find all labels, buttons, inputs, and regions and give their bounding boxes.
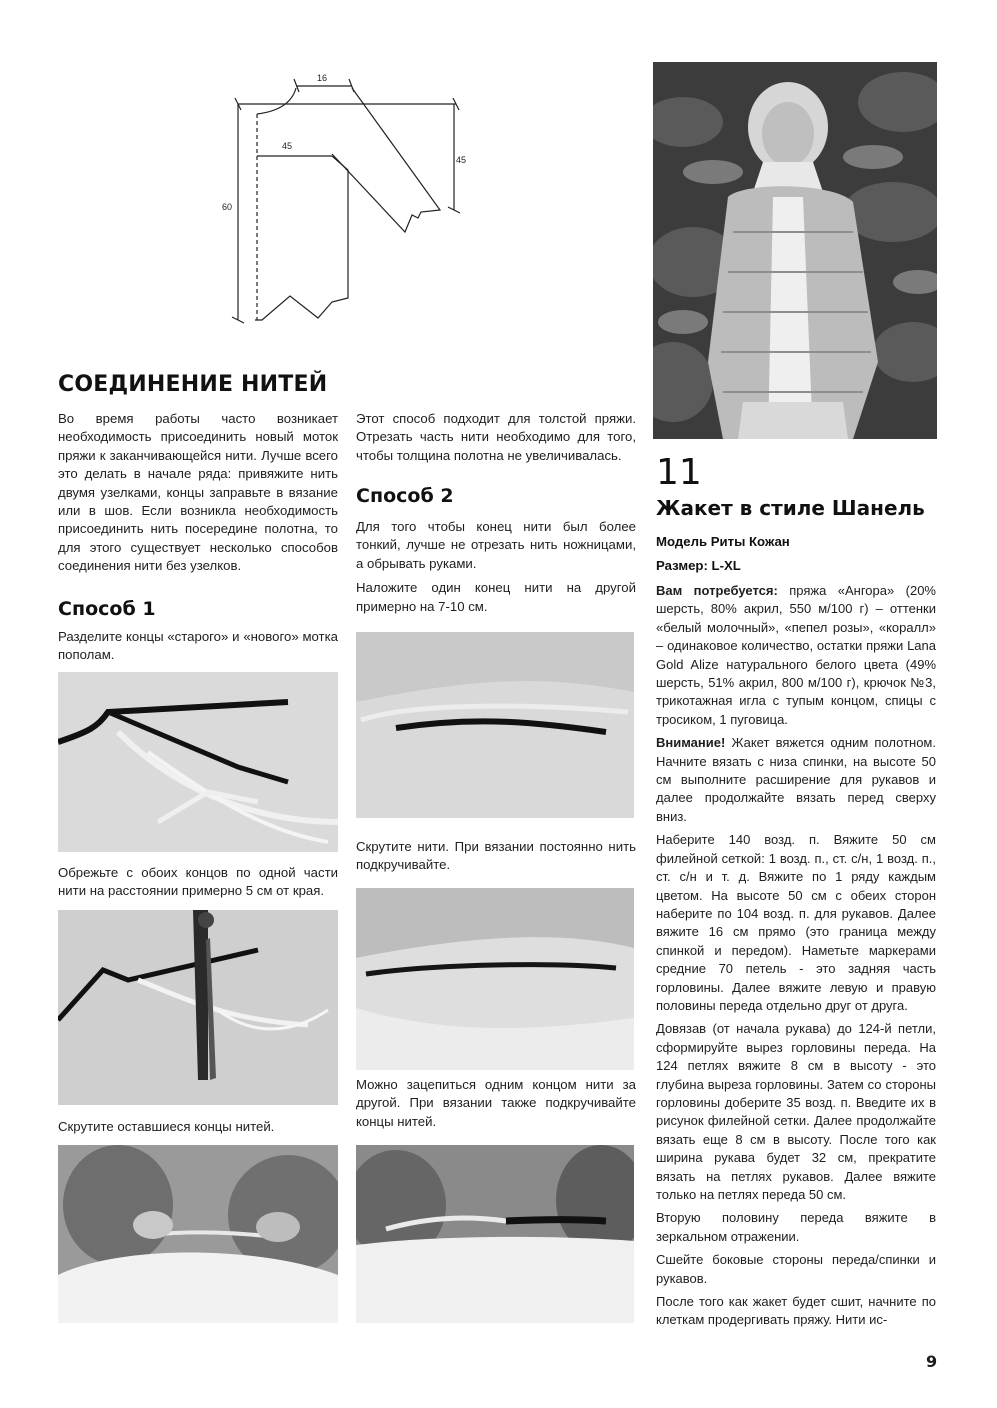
method1-step2-block [58,864,338,907]
method2-step3-block [356,1076,636,1137]
instructions-paragraph-3: Вторую половину переда вяжите в зеркальном отражении. [656,1210,936,1244]
method2-step3: Можно зацепиться одним концом нити за другой. При вязании также подкручивайте концы нитей. [356,1077,636,1129]
page-number: 9 [926,1352,938,1371]
dim-sleeve-width-label: 45 [282,141,293,151]
section-title: СОЕДИНЕНИЕ НИТЕЙ [58,372,328,397]
dim-height-label: 60 [222,202,233,212]
instructions-paragraph-5: После того как жакет будет сшит, начните по клеткам продергивать пряжу. Нити ис- [656,1294,936,1328]
dim-top-label: 16 [317,73,328,83]
photo-threads-hook [356,1145,634,1323]
needs-text: пряжа «Ангора» (20% шерсть, 80% акрил, 550 м/100 г) – оттенки «белый молочный», «пепел розы», «коралл» – одинаковое количество, остатки пряжи Lana Gold Alize натурального белого цвета (49% шерсть, 51% акрил, 800 м/100 г), крючок №3, трикотажная игла с тупым концом, спицы с тросиком, 1 пуговица. [656,583,936,727]
needs-paragraph [656,582,936,729]
project-model: Модель Риты Кожан [656,534,790,549]
photo-threads-twisted [356,888,634,1070]
project-instructions [656,582,936,1335]
method2-text-block [356,518,636,622]
photo-threads-cut [58,910,338,1105]
photo-threads-overlap [356,632,634,818]
attention-text: Жакет вяжется одним полотном. Начните вязать с низа спинки, на высоте 50 см выполните расширение для рукавов и далее продолжайте вязать перед сверху вниз. [656,735,936,824]
intro-text [58,410,338,582]
photo-threads-twist [58,1145,338,1323]
dim-sleeve-height-label: 45 [456,155,467,165]
needs-label: Вам потребуется: [656,583,778,598]
method1-step2: Обрежьте с обоих концов по одной части нити на расстоянии примерно 5 см от края. [58,865,338,899]
col2-top-block [356,410,636,471]
method1-step3-block [58,1118,338,1142]
project-title: Жакет в стиле Шанель [656,496,925,520]
attention-paragraph [656,734,936,826]
method2-step2: Скрутите нити. При вязании постоянно нить подкручивайте. [356,839,636,873]
instructions-paragraph-1: Наберите 140 возд. п. Вяжите 50 см филейной сеткой: 1 возд. п., ст. с/н, 1 возд. п., ст. с/н и т. д. Вяжите по 1 ряду каждым цветом. На высоте 50 см с обеих сторон наберите по 104 возд. п. для рукавов. Далее вяжите 16 см прямо (это граница между спинкой и передом). Наметьте маркерами средние 70 петель - это задняя часть горловины. Далее вяжите левую и правую половины переда отдельно друг от друга. [656,832,936,1013]
method2-step2-block [356,838,636,881]
instructions-paragraph-2: Довязав (от начала рукава) до 124-й петли, сформируйте вырез горловины переда. На 124 петлях вяжите 8 см в высоту - это глубина выреза горловины. Затем со стороны горловины доберите 35 возд. п. Введите их в рисунок филейной сетки. Далее продолжайте вязать еще 8 см в высоту. После того как ширина рукава будет 32 см, прекратите вязать на петлях рукавов. Далее вяжите только на петлях переда 50 см. [656,1021,936,1202]
photo-model-jacket [653,62,937,439]
project-number: 11 [656,452,702,493]
method2-paragraph1: Для того чтобы конец нити был более тонкий, лучше не отрезать нить ножницами, а обрывать руками. [356,519,636,571]
project-size: Размер: L-XL [656,558,741,573]
intro-paragraph: Во время работы часто возникает необходимость присоединить новый моток пряжи к заканчивающейся нити. Лучше всего это делать в начале ряда: привяжите нить двумя узелками, концы заправьте в вязание или в шов. Если возникла необходимость присоединить нить посередине полотна, то для этого существует несколько способов соединения нити без узелков. [58,411,338,574]
method1-step3: Скрутите оставшиеся концы нитей. [58,1119,275,1134]
instructions-paragraph-4: Сшейте боковые стороны переда/спинки и рукавов. [656,1252,936,1286]
attention-label: Внимание! [656,735,726,751]
method1-title: Способ 1 [58,598,156,620]
col2-top-paragraph: Этот способ подходит для толстой пряжи. Отрезать часть нити необходимо для того, чтобы толщина полотна не увеличивалась. [356,411,636,463]
photo-threads-split [58,672,338,852]
method1-step1: Разделите концы «старого» и «нового» мотка пополам. [58,629,338,663]
method2-title: Способ 2 [356,485,454,507]
pattern-diagram [220,70,480,335]
method2-paragraph2: Наложите один конец нити на другой примерно на 7-10 см. [356,580,636,614]
method1-step1-block [58,628,338,671]
